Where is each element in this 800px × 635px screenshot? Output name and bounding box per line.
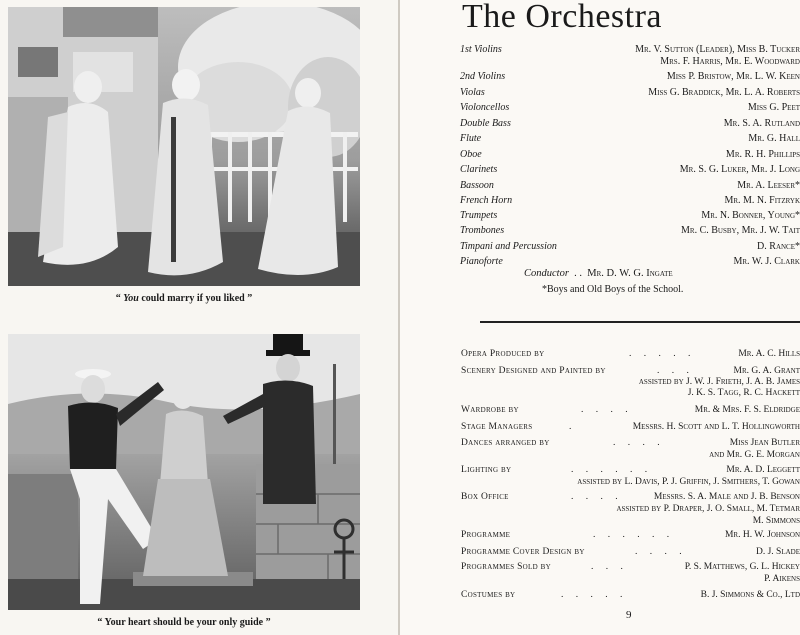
credit-dots: . . . . . .	[593, 530, 675, 540]
credit-names: assisted by J. W. J. Frieth, J. A. B. James	[638, 377, 800, 387]
credit-role: Opera Produced by	[461, 349, 545, 359]
credit-names: assisted by L. Davis, P. J. Griffin, J. Smithers, T. Gowan	[577, 477, 800, 487]
instrument: Trombones	[460, 225, 505, 236]
credit-role: Scenery Designed and Painted by	[461, 366, 606, 376]
credit-role: Costumes by	[461, 590, 516, 600]
instrument: Trumpets	[460, 210, 498, 221]
caption-text: Your heart should be your only guide	[104, 617, 264, 628]
credit-names: D. J. Slade	[755, 547, 800, 557]
players: Mr. S. A. Rutland	[723, 118, 800, 129]
conductor-name: Mr. D. W. G. Ingate	[587, 268, 673, 279]
conductor-line	[524, 268, 673, 279]
credit-role: Programme	[461, 530, 511, 540]
instrument: Violas	[460, 87, 485, 98]
players: Mr. S. G. Luker, Mr. J. Long	[679, 164, 800, 175]
players: Mr. M. N. Fitzryk	[724, 195, 800, 206]
credit-dots: . . . .	[571, 492, 623, 502]
credit-role: Programme Cover Design by	[461, 547, 585, 557]
credit-names: assisted by P. Draper, J. O. Small, M. Tetmar	[616, 504, 800, 514]
credit-names: Mr. H. W. Johnson	[724, 530, 800, 540]
conductor-label: Conductor	[524, 268, 569, 279]
credit-names: Mr. G. A. Grant	[733, 366, 800, 376]
credit-dots: . . .	[657, 366, 694, 376]
credit-role: Dances arranged by	[461, 438, 550, 448]
players: Mr. C. Busby, Mr. J. W. Tait	[681, 225, 800, 236]
credit-role: Lighting by	[461, 465, 512, 475]
players: Mr. N. Bonner, Young*	[701, 210, 800, 221]
credit-names: B. J. Simmons & Co., Ltd	[700, 590, 800, 600]
instrument: Oboe	[460, 149, 482, 160]
photo-caption-1: “ You could marry if you liked ”	[115, 293, 253, 304]
left-page	[0, 0, 398, 635]
credit-dots: . . .	[591, 562, 628, 572]
credit-dots: . . . . . .	[571, 465, 653, 475]
orchestra-row	[460, 44, 800, 68]
instrument: Flute	[460, 133, 482, 144]
credit-dots: . . . .	[635, 547, 687, 557]
credit-dots: . . . .	[613, 438, 665, 448]
credit-names: P. Aikens	[764, 574, 800, 584]
credit-names: Mr. A. C. Hills	[738, 349, 800, 359]
credit-names: P. S. Matthews, G. L. Hickey	[684, 562, 800, 572]
credit-names: and Mr. G. E. Morgan	[709, 450, 800, 460]
players: Mr. V. Sutton (Leader), Miss B. Tucker	[635, 44, 800, 55]
players: Miss G. Peet	[747, 102, 800, 113]
credit-names: Mr. & Mrs. F. S. Eldridge	[694, 405, 800, 415]
players: Miss P. Bristow, Mr. L. W. Keen	[666, 71, 800, 82]
credit-role: Box Office	[461, 492, 509, 502]
caption-text: could marry if you liked	[141, 293, 245, 304]
conductor-dots: . .	[574, 268, 583, 279]
credit-dots: . . . . .	[561, 590, 628, 600]
orchestra-title: The Orchestra	[462, 0, 663, 35]
instrument: Timpani and Percussion	[460, 241, 557, 252]
credit-role: Wardrobe by	[461, 405, 519, 415]
instrument: French Horn	[460, 195, 513, 206]
instrument: Clarinets	[460, 164, 498, 175]
players: Mr. A. Leeser*	[737, 180, 800, 191]
caption-emphasis: You	[123, 293, 139, 304]
credit-dots: . . . . .	[629, 349, 696, 359]
stage-photo-sailor-scene	[8, 334, 360, 610]
divider-rule	[480, 321, 800, 323]
players: Mr. G. Hall	[748, 133, 800, 144]
instrument: Violoncellos	[460, 102, 510, 113]
instrument: 2nd Violins	[460, 71, 506, 82]
stage-photo-three-women	[8, 7, 360, 286]
players: Mr. W. J. Clark	[733, 256, 800, 267]
credit-role: Stage Managers	[461, 422, 533, 432]
credit-names: Messrs. H. Scott and L. T. Hollingworth	[632, 422, 800, 432]
credit-dots: .	[569, 422, 577, 432]
players: D. Rance*	[757, 241, 800, 252]
instrument: Double Bass	[460, 118, 511, 129]
credit-names: Mr. A. D. Leggett	[726, 465, 800, 475]
page-number: 9	[626, 609, 632, 621]
credit-names: M. Simmons	[752, 516, 800, 526]
footnote: *Boys and Old Boys of the School.	[542, 284, 684, 295]
instrument: 1st Violins	[460, 44, 502, 55]
players: Mrs. F. Harris, Mr. E. Woodward	[660, 56, 800, 67]
credit-role: Programmes Sold by	[461, 562, 551, 572]
credit-dots: . . . .	[581, 405, 633, 415]
players: Mr. R. H. Phillips	[725, 149, 800, 160]
instrument: Pianoforte	[460, 256, 503, 267]
players: Miss G. Braddick, Mr. L. A. Roberts	[648, 87, 800, 98]
photo-caption-2: “ Your heart should be your only guide ”	[97, 617, 271, 628]
credit-names: J. K. S. Tagg, R. C. Hackett	[687, 388, 800, 398]
right-page	[400, 0, 800, 635]
instrument: Bassoon	[460, 180, 494, 191]
credit-names: Messrs. S. A. Male and J. B. Benson	[653, 492, 800, 502]
credit-names: Miss Jean Butler	[729, 438, 800, 448]
